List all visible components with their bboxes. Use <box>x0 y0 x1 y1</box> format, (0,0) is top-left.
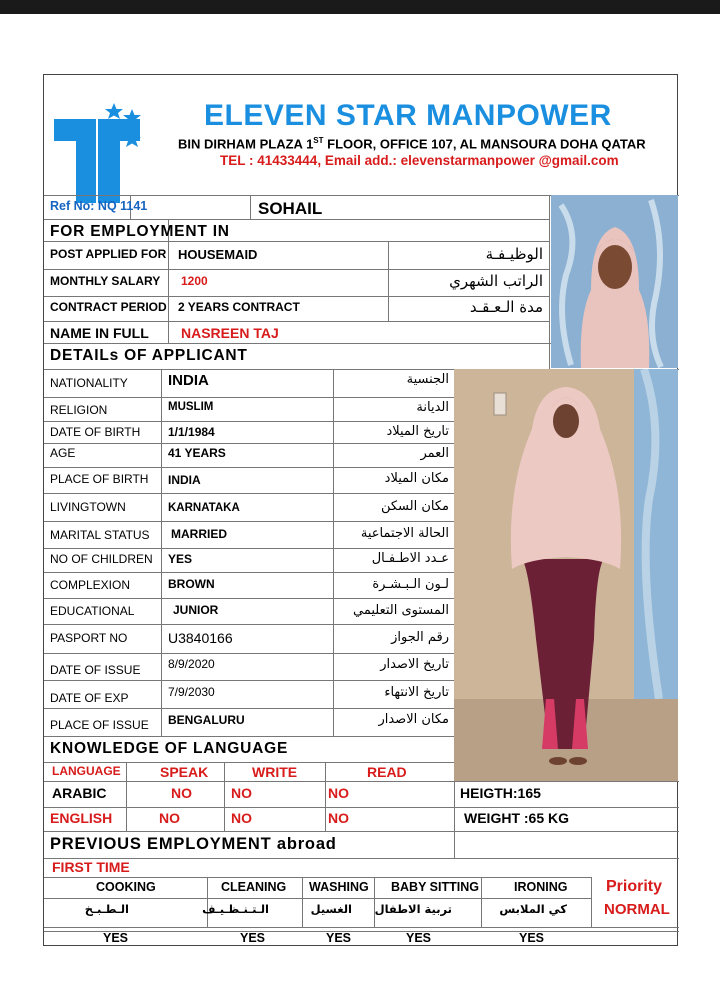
issue-date-arabic: تاريخ الاصدار <box>380 657 449 672</box>
marital-arabic: الحالة الاجتماعية <box>360 526 449 541</box>
contract-value: 2 YEARS CONTRACT <box>178 300 300 314</box>
issue-place-value: BENGALURU <box>168 713 245 727</box>
age-label: AGE <box>50 446 76 460</box>
post-label: POST APPLIED FOR <box>50 247 167 261</box>
skill-cooking-label: COOKING <box>96 880 156 894</box>
application-form <box>43 74 678 946</box>
dob-label: DATE OF BIRTH <box>50 425 141 439</box>
agent-name: SOHAIL <box>258 199 323 218</box>
issue-place-label: PLACE OF ISSUE <box>50 718 149 732</box>
pob-label: PLACE OF BIRTH <box>50 472 149 486</box>
skill-washing-label: WASHING <box>309 880 369 894</box>
exp-date-label: DATE OF EXP <box>50 691 129 705</box>
religion-arabic: الديانة <box>416 400 449 415</box>
age-value: 41 YEARS <box>168 446 226 460</box>
post-value: HOUSEMAID <box>178 247 258 262</box>
nationality-label: NATIONALITY <box>50 376 128 390</box>
livingtown-arabic: مكان السكن <box>380 499 449 514</box>
previous-section-title: PREVIOUS EMPLOYMENT abroad <box>50 835 337 853</box>
company-contact: TEL : 41433444, Email add.: elevenstarmanpower @gmail.com <box>220 153 619 168</box>
top-bar <box>0 0 720 14</box>
marital-label: MARITAL STATUS <box>50 528 150 542</box>
write-header: WRITE <box>252 764 298 780</box>
nationality-arabic: الجنسية <box>406 372 449 387</box>
applicant-full-photo <box>454 369 678 781</box>
complexion-arabic: لـون الـبـشـرة <box>372 577 449 592</box>
company-name: ELEVEN STAR MANPOWER <box>204 99 612 132</box>
skill-cleaning-label: CLEANING <box>221 880 287 894</box>
children-value: YES <box>168 552 193 566</box>
company-logo <box>52 99 152 203</box>
livingtown-label: LIVINGTOWN <box>50 500 126 514</box>
post-arabic: الوظيـفـة <box>485 245 543 263</box>
arabic-write: NO <box>231 785 252 801</box>
ref-number: Ref No: NQ 1141 <box>50 199 148 213</box>
children-label: NO OF CHILDREN <box>50 552 153 566</box>
language-header: LANGUAGE <box>52 764 121 778</box>
language-section-title: KNOWLEDGE OF LANGUAGE <box>50 740 289 757</box>
priority-value: NORMAL <box>604 901 670 918</box>
issue-date-label: DATE OF ISSUE <box>50 663 141 677</box>
dob-value: 1/1/1984 <box>168 425 215 439</box>
age-arabic: العمر <box>420 446 449 461</box>
skill-cleaning-value: YES <box>240 931 266 945</box>
education-label: EDUCATIONAL <box>50 604 135 618</box>
skill-babysitting-arabic: تربية الاطفال <box>374 902 452 916</box>
salary-label: MONTHLY SALARY <box>50 274 161 288</box>
exp-date-arabic: تاريخ الانتهاء <box>384 685 449 700</box>
arabic-language: ARABIC <box>52 785 107 801</box>
english-speak: NO <box>159 810 180 826</box>
skill-ironing-value: YES <box>519 931 545 945</box>
pob-arabic: مكان الميلاد <box>384 471 449 486</box>
company-address: BIN DIRHAM PLAZA 1ST FLOOR, OFFICE 107, AL MANSOURA DOHA QATAR <box>178 136 646 152</box>
contract-label: CONTRACT PERIOD <box>50 300 167 314</box>
speak-header: SPEAK <box>160 764 209 780</box>
salary-arabic: الراتب الشهري <box>449 272 543 290</box>
contract-arabic: مدة الـعـقـد <box>469 298 543 316</box>
religion-label: RELIGION <box>50 403 108 417</box>
salary-value: 1200 <box>181 274 208 288</box>
name-value: NASREEN TAJ <box>181 325 279 341</box>
passport-arabic: رقم الجواز <box>391 630 449 645</box>
passport-label: PASPORT NO <box>50 631 128 645</box>
read-header: READ <box>367 764 407 780</box>
livingtown-value: KARNATAKA <box>168 502 240 514</box>
applicant-portrait-photo <box>551 195 678 368</box>
name-label: NAME IN FULL <box>50 325 149 341</box>
skill-cooking-value: YES <box>103 931 129 945</box>
weight-value: WEIGHT :65 KG <box>464 810 570 826</box>
details-section-title: DETAILs OF APPLICANT <box>50 347 248 364</box>
education-arabic: المستوى التعليمي <box>353 603 449 618</box>
dob-arabic: تاريخ الميلاد <box>386 424 449 439</box>
employment-section-title: FOR EMPLOYMENT IN <box>50 223 230 240</box>
exp-date-value: 7/9/2030 <box>168 685 215 699</box>
arabic-speak: NO <box>171 785 192 801</box>
pob-value: INDIA <box>168 473 201 487</box>
previous-status: FIRST TIME <box>52 859 130 875</box>
english-read: NO <box>328 810 349 826</box>
religion-value: MUSLIM <box>168 401 214 413</box>
skill-washing-value: YES <box>326 931 352 945</box>
passport-value: U3840166 <box>168 630 233 646</box>
skill-babysitting-value: YES <box>406 931 432 945</box>
skill-babysitting-label: BABY SITTING <box>391 880 479 894</box>
complexion-label: COMPLEXION <box>50 578 131 592</box>
english-write: NO <box>231 810 252 826</box>
issue-date-value: 8/9/2020 <box>168 657 215 671</box>
skill-cleaning-arabic: الـتـنـظـيـف <box>202 902 269 916</box>
skill-ironing-label: IRONING <box>514 880 568 894</box>
skill-cooking-arabic: الـطـبـخ <box>84 902 129 916</box>
children-arabic: عـدد الاطـفـال <box>371 551 449 566</box>
english-language: ENGLISH <box>50 810 113 826</box>
priority-label: Priority <box>606 878 663 895</box>
height-value: HEIGTH:165 <box>460 785 541 801</box>
skill-ironing-arabic: كي الملابس <box>499 902 567 916</box>
complexion-value: BROWN <box>168 577 215 591</box>
education-value: JUNIOR <box>173 603 219 617</box>
arabic-read: NO <box>328 785 349 801</box>
skill-washing-arabic: الغسيل <box>310 902 352 916</box>
marital-value: MARRIED <box>171 527 227 541</box>
issue-place-arabic: مكان الاصدار <box>378 712 449 727</box>
nationality-value: INDIA <box>168 372 209 389</box>
